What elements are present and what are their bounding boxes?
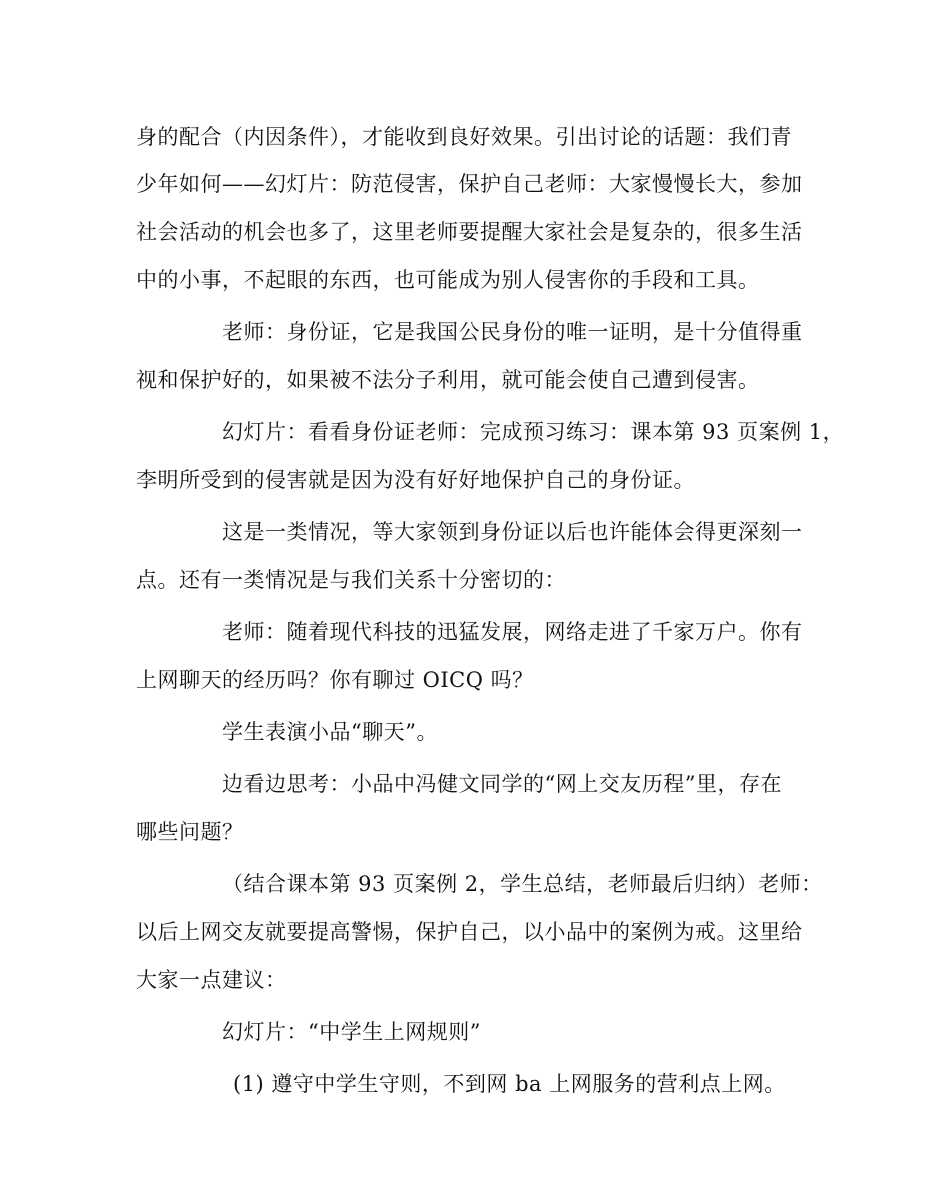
paragraph-line: 上网聊天的经历吗？你有聊过 OICQ 吗？ (136, 668, 534, 692)
paragraph-line: 点。还有一类情况是与我们关系十分密切的： (136, 568, 566, 592)
paragraph-line: 身的配合（内因条件），才能收到良好效果。引出讨论的话题：我们青 (136, 125, 792, 149)
list-item: (1) 遵守中学生守则，不到网 ba 上网服务的营利点上网。 (233, 1072, 786, 1096)
paragraph-line: 以后上网交友就要提高警惕，保护自己，以小品中的案例为戒。这里给 (136, 920, 803, 944)
paragraph-line: 学生表演小品“聊天”。 (222, 720, 438, 744)
paragraph-line: 老师：身份证，它是我国公民身份的唯一证明，是十分值得重 (222, 320, 803, 344)
paragraph-line: 大家一点建议： (136, 968, 287, 992)
paragraph-line: （结合课本第 93 页案例 2，学生总结，老师最后归纳）老师： (222, 872, 823, 896)
paragraph-line: 李明所受到的侵害就是因为没有好好地保护自己的身份证。 (136, 468, 695, 492)
paragraph-line: 哪些问题？ (136, 820, 244, 844)
paragraph-line: 社会活动的机会也多了，这里老师要提醒大家社会是复杂的，很多生活 (136, 220, 803, 244)
paragraph-line: 视和保护好的，如果被不法分子利用，就可能会使自己遭到侵害。 (136, 368, 760, 392)
paragraph-line: 老师：随着现代科技的迅猛发展，网络走进了千家万户。你有 (222, 620, 803, 644)
paragraph-line: 幻灯片：看看身份证老师：完成预习练习：课本第 93 页案例 1， (222, 420, 845, 444)
paragraph-line: 中的小事，不起眼的东西，也可能成为别人侵害你的手段和工具。 (136, 268, 760, 292)
paragraph-line: 这是一类情况，等大家领到身份证以后也许能体会得更深刻一 (222, 520, 803, 544)
paragraph-line: 少年如何——幻灯片：防范侵害，保护自己老师：大家慢慢长大，参加 (136, 172, 803, 196)
paragraph-line: 幻灯片：“中学生上网规则” (222, 1020, 481, 1044)
paragraph-line: 边看边思考：小品中冯健文同学的“网上交友历程”里，存在 (222, 772, 782, 796)
